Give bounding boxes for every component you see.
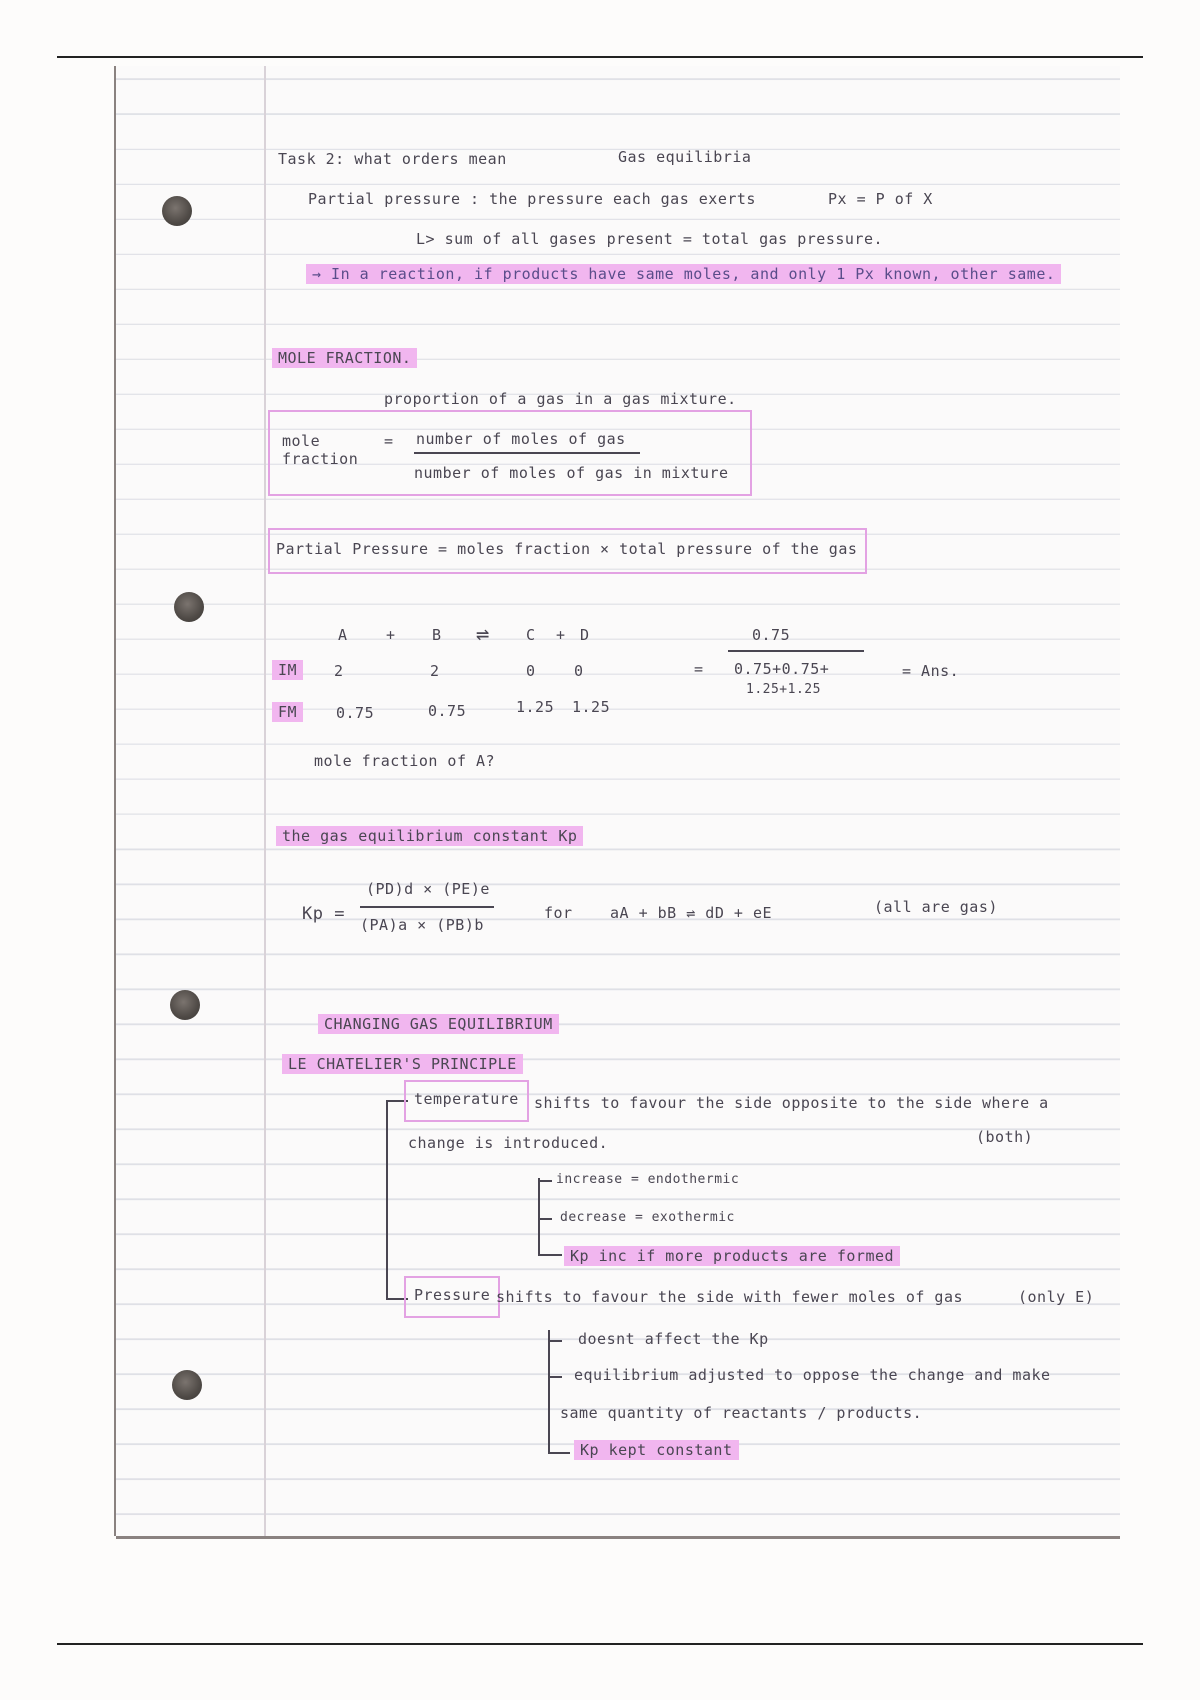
calc-equals: = xyxy=(694,660,704,678)
punch-hole xyxy=(172,1370,202,1400)
reaction-plus: + xyxy=(556,626,566,644)
partial-pressure-symbol: Px = P of X xyxy=(828,190,933,208)
temperature-point: decrease = exothermic xyxy=(560,1210,735,1225)
reaction-species-a: A xyxy=(338,626,348,644)
fm-value-a: 0.75 xyxy=(336,704,375,722)
pressure-point: same quantity of reactants / products. xyxy=(560,1404,923,1422)
reaction-note: → In a reaction, if products have same moles, and only 1 Px known, other same. xyxy=(306,264,1061,284)
im-value-b: 2 xyxy=(430,662,440,680)
changing-heading: CHANGING GAS EQUILIBRIUM xyxy=(318,1014,559,1034)
temperature-point: increase = endothermic xyxy=(556,1172,740,1187)
pressure-text: shifts to favour the side with fewer moles of gas xyxy=(496,1288,964,1306)
fm-value-c: 1.25 xyxy=(516,698,555,716)
pressure-subtree xyxy=(548,1330,550,1454)
pressure-point: Kp kept constant xyxy=(574,1440,739,1460)
temperature-text-cont: change is introduced. xyxy=(408,1134,609,1152)
topic-title: Gas equilibria xyxy=(618,148,752,166)
partial-pressure-definition: Partial pressure : the pressure each gas exerts xyxy=(308,190,756,208)
pressure-subtree-branch xyxy=(548,1376,562,1378)
fraction-bar xyxy=(414,452,640,454)
kp-numerator: (PD)d × (PE)e xyxy=(366,880,490,898)
le-chatelier-heading: LE CHATELIER'S PRINCIPLE xyxy=(282,1054,523,1074)
tree-trunk xyxy=(386,1100,388,1300)
kp-lhs: Kp = xyxy=(302,904,345,924)
example-question: mole fraction of A? xyxy=(314,752,496,770)
mole-fraction-denominator: number of moles of gas in mixture xyxy=(414,464,729,482)
notebook-page xyxy=(116,66,1120,1536)
temperature-label: temperature xyxy=(404,1080,529,1122)
kp-reaction: aA + bB ⇌ dD + eE xyxy=(610,904,773,922)
reaction-species-d: D xyxy=(580,626,590,644)
temp-subtree-branch xyxy=(538,1218,552,1220)
im-value-a: 2 xyxy=(334,662,344,680)
punch-hole xyxy=(162,196,192,226)
punch-hole xyxy=(174,592,204,622)
task-title: Task 2: what orders mean xyxy=(278,150,507,168)
final-moles-label: FM xyxy=(272,702,303,722)
calc-fraction-bar xyxy=(728,650,864,652)
fm-value-b: 0.75 xyxy=(428,702,467,720)
im-value-c: 0 xyxy=(526,662,536,680)
kp-heading: the gas equilibrium constant Kp xyxy=(276,826,583,846)
top-rule xyxy=(57,56,1143,58)
calc-denominator-2: 1.25+1.25 xyxy=(746,682,821,697)
sum-note: L> sum of all gases present = total gas pressure. xyxy=(416,230,884,248)
temperature-text: shifts to favour the side opposite to the side where a xyxy=(534,1094,1049,1112)
kp-denominator: (PA)a × (PB)b xyxy=(360,916,484,934)
calc-denominator-1: 0.75+0.75+ xyxy=(734,660,830,678)
pressure-subtree-branch xyxy=(548,1340,562,1342)
equilibrium-arrow: ⇌ xyxy=(476,622,490,647)
pressure-point: equilibrium adjusted to oppose the change and make xyxy=(574,1366,1051,1384)
partial-pressure-formula: Partial Pressure = moles fraction × total pressure of the gas xyxy=(268,528,867,574)
pressure-subtree-branch xyxy=(548,1452,570,1454)
punch-hole xyxy=(170,990,200,1020)
calc-numerator: 0.75 xyxy=(752,626,791,644)
initial-moles-label: IM xyxy=(272,660,303,680)
kp-fraction-bar xyxy=(360,906,494,908)
fm-value-d: 1.25 xyxy=(572,698,611,716)
calc-result: = Ans. xyxy=(902,662,960,680)
temp-subtree-branch xyxy=(538,1254,562,1256)
pressure-label: Pressure xyxy=(404,1276,500,1318)
mole-fraction-label: mole fraction xyxy=(282,432,359,468)
pressure-only: (only E) xyxy=(1018,1288,1095,1306)
temperature-both: (both) xyxy=(976,1128,1034,1146)
reaction-plus: + xyxy=(386,626,396,644)
mole-fraction-numerator: number of moles of gas xyxy=(416,430,626,448)
temperature-point: Kp inc if more products are formed xyxy=(564,1246,900,1266)
kp-condition: (all are gas) xyxy=(874,898,998,916)
bottom-rule xyxy=(57,1643,1143,1645)
temp-subtree xyxy=(538,1178,540,1254)
mole-fraction-equals: = xyxy=(384,432,394,450)
pressure-point: doesnt affect the Kp xyxy=(578,1330,769,1348)
temp-subtree-branch xyxy=(538,1180,552,1182)
im-value-d: 0 xyxy=(574,662,584,680)
kp-for: for xyxy=(544,904,573,922)
mole-fraction-heading: MOLE FRACTION. xyxy=(272,348,417,368)
reaction-species-c: C xyxy=(526,626,536,644)
reaction-species-b: B xyxy=(432,626,442,644)
mole-fraction-description: proportion of a gas in a gas mixture. xyxy=(384,390,737,408)
